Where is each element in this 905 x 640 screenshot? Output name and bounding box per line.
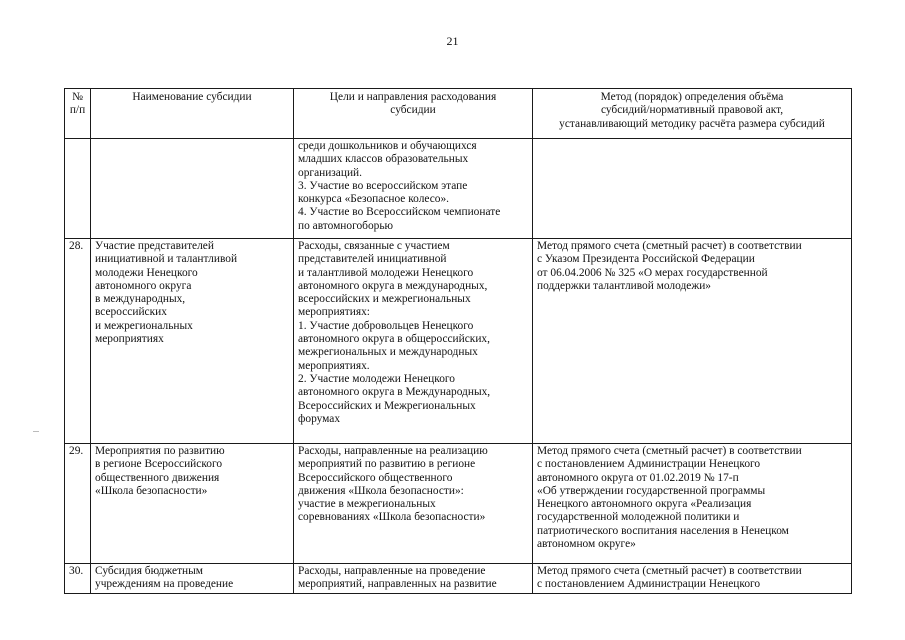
- cell-text-line: в международных,: [95, 293, 186, 306]
- subsidy-method: [533, 139, 852, 239]
- cell-text-line: Цели и направления расходования: [329, 91, 497, 103]
- subsidy-name: [91, 139, 294, 239]
- cell-text-line: от 06.04.2006 № 325 «О мерах государственной: [537, 266, 768, 279]
- cell-text-line: межрегиональных и международных: [298, 346, 478, 359]
- cell-text-line: 1. Участие добровольцев Ненецкого: [298, 319, 474, 332]
- cell-text-line: Метод прямого счета (сметный расчет) в соответствии: [537, 445, 802, 457]
- row-number: [65, 239, 91, 444]
- cell-text-line: 28.: [69, 240, 84, 252]
- header-name: [91, 89, 294, 139]
- cell-text-line: 30.: [69, 565, 84, 577]
- cell-text-line: 2. Участие молодежи Ненецкого: [298, 372, 456, 385]
- cell-text-line: учреждениям на проведение: [95, 578, 234, 591]
- cell-text-line: устанавливающий методику расчёта размера субсидий: [559, 117, 825, 130]
- margin-mark: [33, 431, 39, 432]
- cell-text-line: конкурса «Безопасное колесо».: [298, 193, 450, 206]
- header-num: [65, 89, 91, 139]
- cell-text-line: автономном округе»: [537, 538, 636, 551]
- cell-text-line: организаций.: [298, 166, 362, 179]
- cell-text-line: №: [72, 91, 83, 103]
- cell-text-line: автономного округа от 01.02.2019 № 17-п: [537, 471, 739, 484]
- cell-text-line: Мероприятия по развитию: [95, 445, 225, 457]
- cell-text-line: Всероссийских и Межрегиональных: [298, 399, 476, 412]
- cell-text-line: 29.: [69, 445, 84, 457]
- cell-text-line: Расходы, связанные с участием: [298, 240, 450, 252]
- cell-text-line: в регионе Всероссийского: [95, 458, 223, 471]
- cell-text-line: патриотического воспитания населения в Ненецком: [537, 524, 789, 537]
- cell-text-line: 3. Участие во всероссийском этапе: [298, 179, 468, 192]
- subsidy-name: [91, 239, 294, 444]
- subsidy-method: [533, 444, 852, 564]
- cell-text-line: мероприятий по развитию в регионе: [298, 458, 476, 471]
- cell-text-line: субсидии: [390, 104, 436, 117]
- cell-text-line: Метод (порядок) определения объёма: [600, 91, 784, 103]
- table-row: [65, 239, 852, 444]
- cell-text-line: инициативной и талантливой: [95, 253, 238, 266]
- cell-text-line: и талантливой молодежи Ненецкого: [298, 266, 474, 279]
- cell-text-line: Ненецкого автономного округа «Реализация: [537, 498, 752, 511]
- cell-text-line: мероприятиях:: [298, 306, 370, 319]
- cell-text-line: всероссийских: [95, 306, 167, 319]
- table-header: [65, 89, 852, 139]
- header-row: [65, 89, 852, 139]
- cell-text-line: с Указом Президента Российской Федерации: [537, 253, 755, 266]
- subsidy-method: [533, 564, 852, 594]
- cell-text-line: по автомногоборью: [298, 219, 394, 232]
- subsidy-name: [91, 444, 294, 564]
- subsidy-purpose: [294, 239, 533, 444]
- row-number: [65, 444, 91, 564]
- cell-text-line: представителей инициативной: [298, 253, 447, 266]
- cell-text-line: участие в межрегиональных: [298, 498, 436, 511]
- cell-text-line: государственной молодежной политики и: [537, 511, 740, 524]
- cell-text-line: субсидий/нормативный правовой акт,: [600, 104, 784, 117]
- cell-text-line: поддержки талантливой молодежи»: [537, 279, 711, 292]
- cell-text-line: всероссийских и межрегиональных: [298, 293, 471, 306]
- subsidies-table: [64, 88, 852, 594]
- table-row: [65, 564, 852, 594]
- cell-text-line: мероприятиях.: [298, 359, 370, 372]
- cell-text-line: «Об утверждении государственной программы: [537, 484, 766, 497]
- table-row: [65, 139, 852, 239]
- cell-text-line: автономного округа в Международных,: [298, 386, 491, 399]
- cell-text-line: соревнованиях «Школа безопасности»: [298, 511, 486, 524]
- cell-text-line: и межрегиональных: [95, 319, 193, 332]
- subsidy-name: [91, 564, 294, 594]
- cell-text-line: Расходы, направленные на проведение: [298, 565, 486, 577]
- cell-text-line: автономного округа в общероссийских,: [298, 333, 490, 346]
- cell-text-line: с постановлением Администрации Ненецкого: [537, 458, 761, 471]
- cell-text-line: среди дошкольников и обучающихся: [298, 140, 477, 152]
- cell-text-line: Всероссийского общественного: [298, 471, 453, 484]
- cell-text-line: Метод прямого счета (сметный расчет) в соответствии: [537, 565, 802, 577]
- header-method: [533, 89, 852, 139]
- cell-text-line: Метод прямого счета (сметный расчет) в соответствии: [537, 240, 802, 252]
- cell-text-line: п/п: [69, 104, 86, 117]
- cell-text-line: мероприятиях: [95, 333, 164, 346]
- cell-text-line: общественного движения: [95, 471, 220, 484]
- subsidy-purpose: [294, 139, 533, 239]
- cell-text-line: Наименование субсидии: [132, 91, 252, 103]
- page-number: 21: [446, 34, 459, 48]
- row-number: [65, 139, 91, 239]
- cell-text-line: «Школа безопасности»: [95, 484, 208, 497]
- cell-text-line: Участие представителей: [95, 240, 214, 252]
- cell-text-line: автономного округа в международных,: [298, 279, 488, 292]
- cell-text-line: с постановлением Администрации Ненецкого: [537, 578, 761, 591]
- row-number: [65, 564, 91, 594]
- cell-text-line: 4. Участие во Всероссийском чемпионате: [298, 206, 501, 219]
- cell-text-line: Субсидия бюджетным: [95, 565, 204, 577]
- cell-text-line: младших классов образовательных: [298, 153, 469, 166]
- header-purpose: [294, 89, 533, 139]
- cell-text-line: молодежи Ненецкого: [95, 266, 198, 279]
- cell-text-line: движения «Школа безопасности»:: [298, 484, 464, 497]
- cell-text-line: форумах: [298, 412, 341, 425]
- subsidy-purpose: [294, 564, 533, 594]
- table-row: [65, 444, 852, 564]
- cell-text-line: мероприятий, направленных на развитие: [298, 578, 497, 591]
- subsidy-method: [533, 239, 852, 444]
- cell-text-line: Расходы, направленные на реализацию: [298, 445, 488, 457]
- subsidy-purpose: [294, 444, 533, 564]
- cell-text-line: автономного округа: [95, 279, 192, 292]
